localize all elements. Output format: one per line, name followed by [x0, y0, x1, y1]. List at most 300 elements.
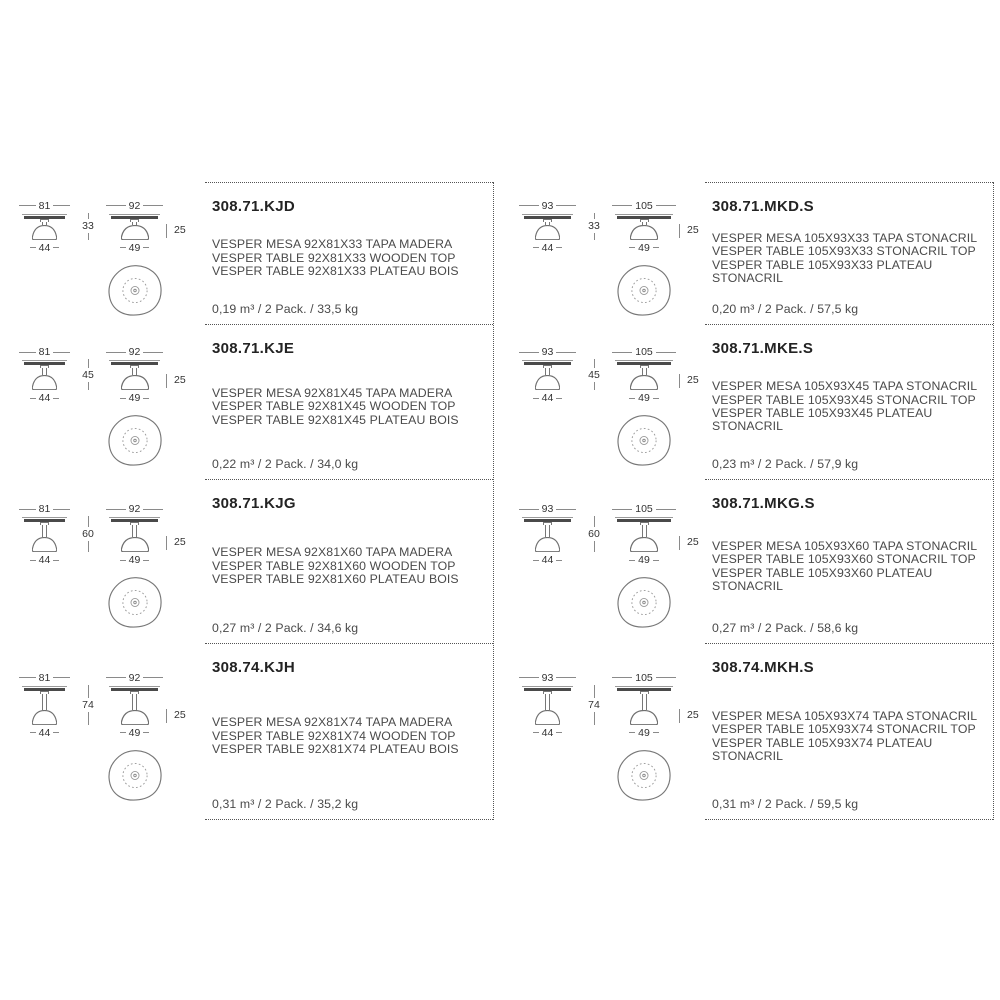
dimension-line [612, 352, 632, 353]
product-code: 308.74.MKH.S [712, 659, 814, 676]
dimension-line [88, 382, 89, 391]
pedestal-stem [545, 694, 550, 710]
description-line: VESPER TABLE 105X93X33 PLATEAU STONACRIL [712, 257, 933, 285]
base-width-value: 44 [38, 554, 51, 566]
width-value: 92 [128, 346, 141, 358]
pedestal-base [535, 225, 560, 240]
pedestal-base [121, 225, 149, 240]
top-width-dimension [19, 200, 70, 212]
pedestal-base [535, 710, 560, 725]
dimension-line [166, 536, 167, 550]
base-width-dimension [23, 727, 66, 739]
dimension-line [653, 560, 659, 561]
height-value: 74 [588, 698, 600, 711]
product-info [705, 182, 993, 324]
top-width-dimension [19, 672, 70, 684]
side-view-large [103, 200, 166, 254]
technical-drawings [510, 643, 705, 820]
product-info [205, 324, 493, 479]
dimension-line [53, 398, 59, 399]
side-view-large [103, 503, 166, 566]
pedestal-stem [42, 694, 47, 710]
width-value: 93 [541, 346, 554, 358]
dimension-line [594, 541, 595, 552]
dimension-line [19, 509, 36, 510]
pedestal-stem [642, 525, 647, 537]
base-width-value: 49 [638, 726, 650, 739]
base-width-value: 49 [128, 726, 141, 739]
top-width-dimension [106, 503, 163, 515]
height-value: 33 [588, 220, 600, 232]
base-width-dimension [526, 242, 569, 254]
tabletop-edge [615, 214, 673, 215]
pedestal-base [630, 375, 658, 390]
dimension-line [556, 509, 576, 510]
pedestal-base [32, 375, 57, 390]
tabletop-edge [109, 686, 160, 687]
description-line: VESPER TABLE 105X93X45 PLATEAU STONACRIL [712, 406, 933, 434]
base-width-dimension [621, 242, 667, 254]
dimension-line [594, 685, 595, 698]
description-line: VESPER TABLE 92X81X45 PLATEAU BOIS [212, 412, 459, 427]
side-view-large [103, 672, 166, 739]
height-dimension [73, 213, 103, 240]
base-height-value: 25 [687, 536, 699, 548]
width-value: 81 [38, 346, 51, 358]
column-right [510, 182, 994, 820]
dimension-line [88, 685, 89, 698]
base-width-value: 44 [541, 241, 554, 254]
base-height-dimension [679, 536, 702, 550]
pedestal-base [121, 375, 149, 390]
dimension-line [656, 205, 676, 206]
product-info [705, 643, 993, 820]
side-view-small [16, 503, 73, 566]
width-value: 92 [128, 503, 141, 515]
description-line: VESPER MESA 92X81X33 TAPA MADERA [212, 237, 453, 252]
height-dimension [579, 359, 609, 390]
pedestal-base [32, 537, 57, 552]
description-line: VESPER TABLE 105X93X60 PLATEAU STONACRIL [712, 565, 933, 593]
base-width-dimension [112, 554, 158, 566]
base-width-dimension [621, 392, 667, 404]
description-line: VESPER TABLE 92X81X33 WOODEN TOP [212, 250, 456, 265]
product-descriptions [712, 380, 981, 434]
tabletop-edge [522, 214, 573, 215]
base-width-dimension [112, 392, 158, 404]
top-view-drawing [615, 264, 673, 317]
technical-drawings [10, 324, 205, 479]
technical-drawings [10, 643, 205, 820]
width-value: 105 [635, 199, 653, 212]
description-line: VESPER MESA 105X93X60 TAPA STONACRIL [712, 538, 978, 553]
dimension-line [143, 247, 149, 248]
width-value: 105 [635, 671, 653, 684]
side-views-row [16, 346, 205, 404]
product-card [10, 324, 493, 479]
top-width-dimension [19, 503, 70, 515]
side-view-small [16, 672, 73, 739]
top-view-drawing [615, 749, 673, 802]
dimension-line [88, 359, 89, 368]
dimension-line [556, 560, 562, 561]
base-width-value: 49 [128, 392, 141, 404]
base-width-dimension [112, 242, 158, 254]
dimension-line [143, 398, 149, 399]
height-dimension [579, 516, 609, 552]
base-height-value: 25 [174, 536, 186, 548]
technical-drawings [510, 324, 705, 479]
packing-info: 0,19 m³ / 2 Pack. / 33,5 kg [212, 302, 359, 316]
base-width-value: 44 [38, 392, 51, 404]
dimension-line [556, 732, 562, 733]
width-value: 93 [541, 671, 554, 684]
base-height-value: 25 [174, 374, 186, 386]
description-line: VESPER TABLE 105X93X45 STONACRIL TOP [712, 392, 976, 407]
technical-drawings [10, 479, 205, 643]
dimension-line [143, 732, 149, 733]
base-height-dimension [679, 709, 702, 723]
side-view-large [609, 346, 679, 404]
pedestal-stem [42, 368, 47, 375]
description-line: VESPER MESA 105X93X33 TAPA STONACRIL [712, 230, 978, 245]
dimension-line [653, 398, 659, 399]
dimension-line [519, 352, 539, 353]
base-width-dimension [621, 554, 667, 566]
pedestal-base [630, 710, 658, 725]
base-width-dimension [526, 727, 569, 739]
height-value: 45 [588, 368, 600, 381]
product-card [510, 643, 993, 820]
base-width-value: 44 [541, 726, 554, 739]
top-view-drawing [106, 576, 164, 629]
side-view-small [516, 346, 579, 404]
product-code: 308.71.MKD.S [712, 198, 814, 215]
dimension-line [19, 205, 36, 206]
side-view-small [516, 503, 579, 566]
tabletop-edge [522, 360, 573, 361]
description-line: VESPER TABLE 105X93X60 STONACRIL TOP [712, 552, 976, 567]
description-line: VESPER MESA 92X81X45 TAPA MADERA [212, 385, 453, 400]
top-width-dimension [19, 346, 70, 358]
dimension-line [53, 560, 59, 561]
pedestal-base [32, 225, 57, 240]
side-view-small [516, 672, 579, 739]
dimension-line [519, 509, 539, 510]
packing-info: 0,31 m³ / 2 Pack. / 35,2 kg [212, 797, 359, 811]
base-height-dimension [679, 224, 702, 238]
tabletop-edge [615, 686, 673, 687]
pedestal-base [121, 537, 149, 552]
product-code: 308.71.MKE.S [712, 340, 814, 357]
description-line: VESPER MESA 92X81X60 TAPA MADERA [212, 545, 453, 560]
product-descriptions [212, 716, 481, 756]
product-card [10, 182, 493, 324]
base-width-dimension [23, 554, 66, 566]
dimension-line [556, 398, 562, 399]
dimension-line [679, 709, 680, 723]
pedestal-stem [545, 525, 550, 537]
description-line: VESPER TABLE 105X93X33 STONACRIL TOP [712, 244, 976, 259]
description-line: VESPER MESA 92X81X74 TAPA MADERA [212, 715, 453, 730]
dimension-line [556, 352, 576, 353]
pedestal-stem [132, 368, 137, 375]
width-value: 93 [541, 199, 554, 212]
dimension-line [19, 677, 36, 678]
top-view-drawing [106, 414, 164, 467]
product-descriptions [212, 238, 481, 278]
dimension-line [556, 677, 576, 678]
side-view-large [609, 200, 679, 254]
pedestal-base [630, 225, 658, 240]
top-width-dimension [519, 200, 576, 212]
tabletop-edge [22, 360, 67, 361]
description-line: VESPER TABLE 105X93X74 PLATEAU STONACRIL [712, 735, 933, 763]
base-width-dimension [23, 392, 66, 404]
tabletop-edge [109, 360, 160, 361]
dimension-line [53, 205, 70, 206]
dimension-line [53, 509, 70, 510]
product-code: 308.71.MKG.S [712, 495, 815, 512]
product-card [510, 479, 993, 643]
height-value: 74 [82, 698, 94, 711]
description-line: VESPER TABLE 92X81X45 WOODEN TOP [212, 399, 456, 414]
height-dimension [579, 213, 609, 240]
dimension-line [166, 709, 167, 723]
height-value: 60 [82, 528, 94, 540]
side-view-small [516, 200, 579, 254]
dimension-line [679, 374, 680, 388]
dimension-line [88, 516, 89, 527]
product-card [510, 182, 993, 324]
base-width-value: 49 [638, 554, 650, 566]
dimension-line [88, 541, 89, 552]
technical-drawings [510, 479, 705, 643]
height-value: 60 [588, 528, 600, 540]
dimension-line [679, 224, 680, 238]
height-dimension [579, 685, 609, 725]
description-line: VESPER MESA 105X93X74 TAPA STONACRIL [712, 708, 978, 723]
product-card [510, 324, 993, 479]
tabletop-edge [522, 517, 573, 518]
base-width-dimension [112, 727, 158, 739]
base-width-dimension [526, 392, 569, 404]
base-width-value: 44 [541, 392, 554, 404]
dimension-line [143, 509, 163, 510]
dimension-line [612, 205, 632, 206]
dimension-line [143, 677, 163, 678]
description-line: VESPER TABLE 92X81X33 PLATEAU BOIS [212, 264, 459, 279]
base-height-dimension [166, 536, 189, 550]
width-value: 93 [541, 503, 554, 515]
product-descriptions [712, 232, 981, 286]
packing-info: 0,27 m³ / 2 Pack. / 58,6 kg [712, 621, 859, 635]
base-width-value: 44 [38, 726, 51, 739]
description-line: VESPER TABLE 92X81X74 PLATEAU BOIS [212, 742, 459, 757]
dimension-line [656, 352, 676, 353]
dimension-line [143, 205, 163, 206]
dimension-line [53, 247, 59, 248]
side-view-large [609, 503, 679, 566]
pedestal-base [121, 710, 149, 725]
product-info [705, 479, 993, 643]
top-width-dimension [519, 503, 576, 515]
dimension-line [612, 509, 632, 510]
base-height-dimension [166, 709, 189, 723]
base-height-dimension [679, 374, 702, 388]
dimension-line [653, 732, 659, 733]
top-view-drawing [106, 264, 164, 317]
product-info [205, 643, 493, 820]
top-width-dimension [612, 346, 676, 358]
dimension-line [594, 516, 595, 527]
width-value: 81 [38, 503, 51, 515]
dimension-line [166, 224, 167, 238]
top-view-drawing [615, 414, 673, 467]
top-width-dimension [106, 346, 163, 358]
pedestal-stem [132, 525, 137, 537]
top-width-dimension [106, 200, 163, 212]
height-dimension [73, 359, 103, 390]
pedestal-base [535, 537, 560, 552]
dimension-line [166, 374, 167, 388]
dimension-line [19, 352, 36, 353]
width-value: 92 [128, 199, 141, 212]
top-width-dimension [612, 503, 676, 515]
dimension-line [143, 560, 149, 561]
packing-info: 0,22 m³ / 2 Pack. / 34,0 kg [212, 457, 359, 471]
product-info [205, 182, 493, 324]
base-width-dimension [23, 242, 66, 254]
base-height-dimension [166, 374, 189, 388]
side-view-large [103, 346, 166, 404]
packing-info: 0,20 m³ / 2 Pack. / 57,5 kg [712, 302, 859, 316]
top-view-drawing [615, 576, 673, 629]
packing-info: 0,31 m³ / 2 Pack. / 59,5 kg [712, 797, 859, 811]
pedestal-base [535, 375, 560, 390]
pedestal-stem [642, 694, 647, 710]
base-width-dimension [526, 554, 569, 566]
product-code: 308.71.KJD [212, 198, 296, 215]
tabletop-edge [22, 686, 67, 687]
dimension-line [53, 732, 59, 733]
technical-drawings [510, 182, 705, 324]
dimension-line [106, 509, 126, 510]
side-views-row [516, 200, 705, 254]
description-line: VESPER TABLE 92X81X74 WOODEN TOP [212, 728, 456, 743]
height-dimension [73, 685, 103, 725]
side-view-small [16, 346, 73, 404]
dimension-line [594, 359, 595, 368]
height-value: 45 [82, 368, 94, 381]
pedestal-stem [42, 525, 47, 537]
product-info [705, 324, 993, 479]
width-value: 92 [128, 671, 141, 684]
dimension-line [143, 352, 163, 353]
dimension-line [88, 233, 89, 240]
dimension-line [53, 352, 70, 353]
width-value: 105 [635, 346, 653, 358]
base-height-value: 25 [687, 708, 699, 721]
base-width-value: 44 [38, 241, 51, 254]
side-views-row [516, 346, 705, 404]
top-width-dimension [519, 346, 576, 358]
dimension-line [556, 247, 562, 248]
tabletop-edge [522, 686, 573, 687]
pedestal-stem [132, 694, 137, 710]
pedestal-stem [545, 368, 550, 375]
packing-info: 0,27 m³ / 2 Pack. / 34,6 kg [212, 621, 359, 635]
width-value: 81 [38, 671, 51, 684]
base-width-dimension [621, 727, 667, 739]
dimension-line [106, 352, 126, 353]
product-descriptions [712, 540, 981, 594]
product-descriptions [712, 710, 981, 764]
side-views-row [516, 503, 705, 566]
product-info [205, 479, 493, 643]
pedestal-stem [642, 368, 647, 375]
base-width-value: 49 [638, 241, 650, 254]
height-dimension [73, 516, 103, 552]
height-value: 33 [82, 220, 94, 232]
dimension-line [594, 712, 595, 725]
technical-drawings [10, 182, 205, 324]
product-card [10, 643, 493, 820]
pedestal-base [32, 710, 57, 725]
dimension-line [106, 205, 126, 206]
base-width-value: 49 [128, 554, 141, 566]
top-width-dimension [612, 200, 676, 212]
side-view-small [16, 200, 73, 254]
tabletop-edge [615, 360, 673, 361]
base-height-value: 25 [687, 223, 699, 236]
base-width-value: 44 [541, 554, 554, 566]
base-height-dimension [166, 224, 189, 238]
dimension-line [88, 712, 89, 725]
description-line: VESPER TABLE 92X81X60 WOODEN TOP [212, 558, 456, 573]
dimension-line [656, 509, 676, 510]
product-code: 308.71.KJG [212, 495, 296, 512]
top-view-drawing [106, 749, 164, 802]
side-views-row [16, 200, 205, 254]
base-height-value: 25 [174, 708, 186, 721]
dimension-line [679, 536, 680, 550]
packing-info: 0,23 m³ / 2 Pack. / 57,9 kg [712, 457, 859, 471]
tabletop-edge [109, 214, 160, 215]
dimension-line [106, 677, 126, 678]
tabletop-edge [615, 517, 673, 518]
width-value: 81 [38, 199, 51, 212]
dimension-line [594, 382, 595, 391]
product-code: 308.74.KJH [212, 659, 296, 676]
dimension-line [653, 247, 659, 248]
product-descriptions [212, 546, 481, 586]
dimension-line [556, 205, 576, 206]
top-width-dimension [612, 672, 676, 684]
side-views-row [16, 503, 205, 566]
top-width-dimension [106, 672, 163, 684]
dimension-line [519, 677, 539, 678]
product-descriptions [212, 387, 481, 427]
side-views-row [16, 672, 205, 739]
dimension-line [594, 233, 595, 240]
dimension-line [612, 677, 632, 678]
width-value: 105 [635, 503, 653, 515]
product-code: 308.71.KJE [212, 340, 295, 357]
top-width-dimension [519, 672, 576, 684]
side-views-row [516, 672, 705, 739]
dimension-line [656, 677, 676, 678]
